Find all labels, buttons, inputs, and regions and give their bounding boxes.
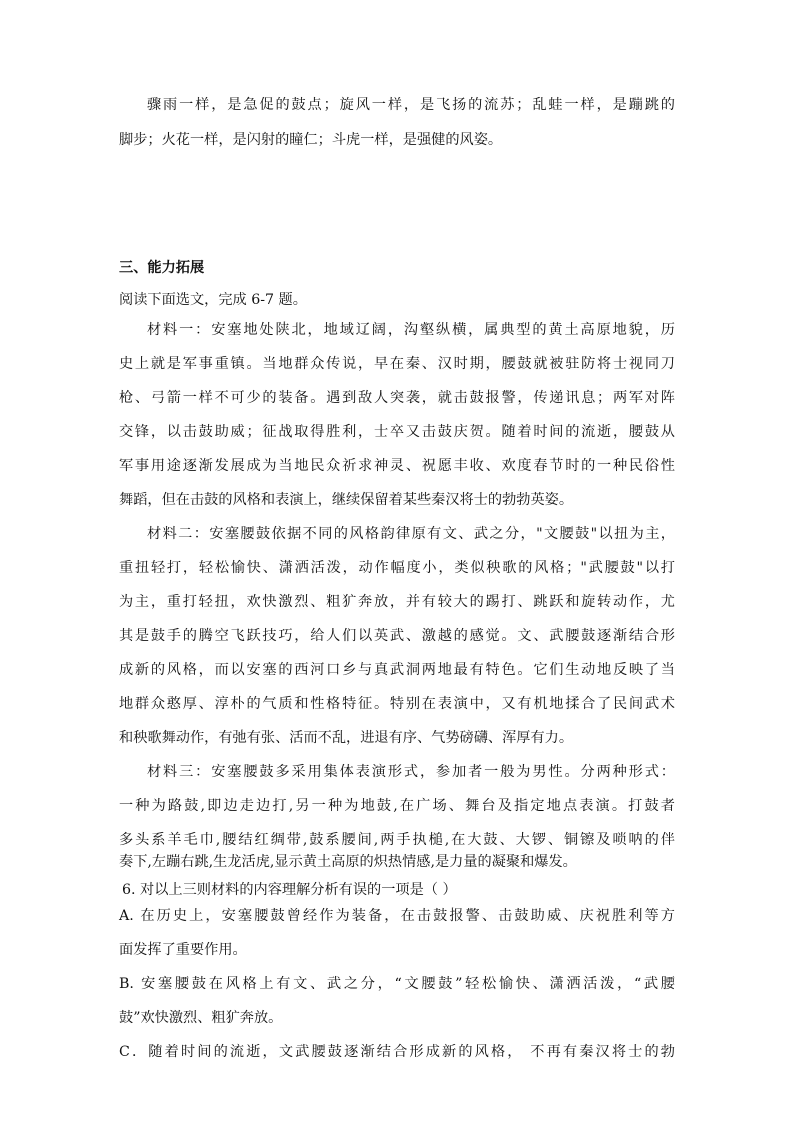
- material2-line: 材料二：安塞腰鼓依据不同的风格韵律原有文、武之分，"文腰鼓"以扭为主，: [147, 526, 675, 542]
- option-c-line-1: C．随着时间的流逝，文武腰鼓逐渐结合形成新的风格， 不再有秦汉将士的勃: [119, 1044, 675, 1060]
- material1-line: 交锋，以击鼓助威；征战取得胜利，士卒又击鼓庆贺。随着时间的流逝，腰鼓从: [119, 424, 675, 440]
- instruction-text: 阅读下面选文，完成 6-7 题。: [119, 292, 307, 308]
- intro-line-1: 骤雨一样，是急促的鼓点；旋风一样，是飞扬的流苏；乱蛙一样，是蹦跳的: [147, 97, 675, 113]
- material3-line: 奏下,左蹦右跳,生龙活虎,显示黄土高原的炽热情感,是力量的凝聚和爆发。: [119, 854, 577, 870]
- material3-line: 多头系羊毛巾,腰结红绸带,鼓系腰间,两手执槌,在大鼓、大锣、铜镲及唢呐的伴: [119, 832, 675, 848]
- material2-line: 其是鼓手的腾空飞跃技巧，给人们以英武、激越的感觉。文、武腰鼓逐渐结合形: [119, 628, 675, 644]
- material1-line: 史上就是军事重镇。当地群众传说，早在秦、汉时期，腰鼓就被驻防将士视同刀: [119, 356, 675, 372]
- material1-line: 军事用途逐渐发展成为当地民众祈求神灵、祝愿丰收、欢度春节时的一种民俗性: [119, 458, 675, 474]
- option-a-line-1: A. 在历史上，安塞腰鼓曾经作为装备，在击鼓报警、击鼓助威、庆祝胜利等方: [119, 908, 675, 924]
- material1-line: 枪、弓箭一样不可少的装备。遇到敌人突袭，就击鼓报警，传递讯息；两军对阵: [119, 390, 675, 406]
- material2-line: 为主，重打轻扭，欢快激烈、粗犷奔放，并有较大的踢打、跳跃和旋转动作，尤: [119, 594, 675, 610]
- material3-line: 材料三：安塞腰鼓多采用集体表演形式，参加者一般为男性。分两种形式：: [147, 764, 675, 780]
- material2-line: 成新的风格，而以安塞的西河口乡与真武洞两地最有特色。它们生动地反映了当: [119, 662, 675, 678]
- intro-line-2: 脚步；火花一样，是闪射的瞳仁；斗虎一样，是强健的风姿。: [119, 132, 503, 148]
- option-a-line-2: 面发挥了重要作用。: [119, 942, 247, 958]
- material2-line: 重扭轻打，轻松愉快、潇洒活泼，动作幅度小，类似秧歌的风格；"武腰鼓"以打: [119, 560, 675, 576]
- option-b-line-2: 鼓”欢快激烈、粗犷奔放。: [119, 1010, 283, 1026]
- material2-line: 和秧歌舞动作，有弛有张、活而不乱，进退有序、气势磅礴、浑厚有力。: [119, 730, 574, 746]
- section-heading: 三、能力拓展: [119, 260, 205, 276]
- question-stem: 6. 对以上三则材料的内容理解分析有误的一项是（ ）: [122, 882, 457, 898]
- material1-line: 材料一：安塞地处陕北，地域辽阔，沟壑纵横，属典型的黄土高原地貌，历: [147, 322, 675, 338]
- material2-line: 地群众憨厚、淳朴的气质和性格特征。特别在表演中，又有机地揉合了民间武术: [119, 696, 675, 712]
- material1-line: 舞蹈，但在击鼓的风格和表演上，继续保留着某些秦汉将士的勃勃英姿。: [119, 492, 574, 508]
- material3-line: 一种为路鼓,即边走边打,另一种为地鼓,在广场、舞台及指定地点表演。打鼓者: [119, 798, 675, 814]
- option-b-line-1: B. 安塞腰鼓在风格上有文、武之分，“文腰鼓”轻松愉快、潇洒活泼，“武腰: [119, 976, 675, 992]
